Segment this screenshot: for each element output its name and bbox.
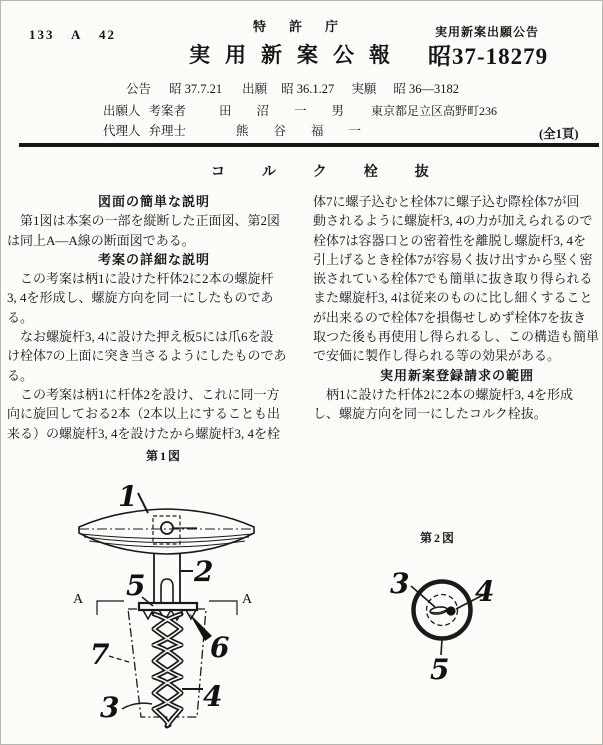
text-line: 嵌されている栓体7でも簡単に抜き取り得られる xyxy=(313,271,593,287)
patent-office-name: 特許庁 xyxy=(253,19,362,34)
applicant-row xyxy=(103,101,497,119)
section-bracket-left xyxy=(97,601,124,615)
applicant-address: 東京都足立区高野町236 xyxy=(371,104,498,118)
text-line: 向に旋回しておる2本（2本以上にすることも出 xyxy=(7,406,281,422)
publication-type: 実用新案出願公告 xyxy=(435,25,540,39)
ref-label-1: 1 xyxy=(118,480,138,513)
shaft-lines xyxy=(154,553,180,603)
handle-socket-hidden-outline xyxy=(153,516,180,544)
applicant-role-label: 出願人 xyxy=(103,104,141,118)
text-line: なお螺旋杆3, 4に設けた押え板5には爪6を設 xyxy=(20,329,274,345)
notice-date: 昭 37.7.21 xyxy=(169,82,223,96)
text-line: この考案は柄1に杆体2を設け、これに同一方 xyxy=(20,386,280,402)
text-line: 動されるように螺旋杆3, 4の力が加えられるので xyxy=(313,213,593,229)
text-line: また螺旋杆3, 4は従来のものに比し細くすること xyxy=(313,290,593,306)
text-line: 栓体7は容器口との密着性を離脱し螺旋杆3, 4を xyxy=(313,232,587,248)
applicant-title-label: 考案者 xyxy=(148,104,187,118)
text-line: で安価に製作し得られる等の効果がある。 xyxy=(313,348,561,364)
ref-label-3: 3 xyxy=(390,567,410,600)
ref-label-5: 5 xyxy=(430,653,450,686)
ref-label-5: 5 xyxy=(126,569,146,602)
agent-role-label: 代理人 xyxy=(103,124,141,138)
classification-code: 133 A 42 xyxy=(29,27,116,42)
section-heading: 考案の詳細な説明 xyxy=(97,251,210,267)
applicant-name: 田沼一男 xyxy=(219,104,370,118)
text-line: 来る）の螺旋杆3, 4を設けたから螺旋杆3, 4を栓 xyxy=(7,425,281,441)
text-line: は同上A—A線の断面図である。 xyxy=(7,232,195,248)
text-line: 体7に螺子込むと栓体7に螺子込む際栓体7が回 xyxy=(313,194,580,209)
ref-label-4: 4 xyxy=(203,680,223,713)
publication-meta-row xyxy=(126,79,459,97)
helix-section-dot xyxy=(446,606,455,615)
text-line: し、螺旋方向を同一にしたコルク栓抜。 xyxy=(313,406,547,422)
text-line: 引上げるとき栓体7が容易く抜け出すから堅く密 xyxy=(313,251,593,267)
header-divider-rule xyxy=(19,143,599,147)
text-line: る。 xyxy=(7,309,34,325)
figure2-section-drawing xyxy=(366,551,536,686)
gazette-title: 実用新案公報 xyxy=(189,43,405,67)
section-mark-a-left: A xyxy=(73,592,84,607)
left-text-column xyxy=(7,192,301,443)
handle-pin-hole xyxy=(161,522,173,534)
ref-label-4: 4 xyxy=(475,575,495,608)
leader-6-arrow xyxy=(189,613,212,641)
text-line: 第1図は本案の一部を縦断した正面図、第2図 xyxy=(20,213,281,229)
publication-number: 昭37-18279 xyxy=(428,44,549,69)
text-line: る。 xyxy=(7,367,34,383)
section-heading: 図面の簡単な説明 xyxy=(97,194,210,209)
cork-section-outer-ring xyxy=(414,582,471,639)
section-mark-a-right: A xyxy=(242,592,253,607)
ref-label-7: 7 xyxy=(90,638,110,671)
claims-heading: 実用新案登録請求の範囲 xyxy=(379,367,534,383)
text-line: 3, 4を形成し、螺旋方向を同一にしたものであ xyxy=(7,290,274,306)
text-line: が出来るので栓体7を損傷せしめず栓体7を抜き xyxy=(313,309,587,325)
right-text-column xyxy=(313,192,601,424)
filing-label: 出願 xyxy=(242,82,268,96)
filing-date: 昭 36.1.27 xyxy=(281,82,335,96)
press-plate xyxy=(139,603,197,610)
figure1-caption: 第1図 xyxy=(146,449,183,463)
notice-label: 公告 xyxy=(126,82,152,96)
text-line: 取つた後も再使用し得られるし、この構造も簡単 xyxy=(313,329,600,345)
agent-row xyxy=(103,121,386,139)
total-pages-note: (全1頁) xyxy=(539,127,579,141)
ref-label-6: 6 xyxy=(210,631,230,664)
agent-name: 熊谷福一 xyxy=(236,124,387,138)
figure1-corkscrew-drawing xyxy=(56,466,306,741)
application-number: 昭 36—3182 xyxy=(393,82,459,96)
leader-7 xyxy=(109,656,132,663)
agent-title-label: 弁理士 xyxy=(148,124,187,138)
text-line: け栓体7の上面に突き当さるようにしたものであ xyxy=(7,348,287,364)
ref-label-3: 3 xyxy=(100,691,120,724)
text-line: 柄1に設けた杆体2に2本の螺旋杆3, 4を形成 xyxy=(326,386,574,402)
leader-3 xyxy=(122,703,152,709)
invention-title: コルク栓抜 xyxy=(211,165,466,180)
ref-label-2: 2 xyxy=(194,555,214,588)
section-bracket-right xyxy=(209,601,237,615)
application-label: 実願 xyxy=(351,82,377,96)
text-line: この考案は柄1に設けた杆体2に2本の螺旋杆 xyxy=(20,271,274,287)
figure2-caption: 第2図 xyxy=(420,531,457,545)
